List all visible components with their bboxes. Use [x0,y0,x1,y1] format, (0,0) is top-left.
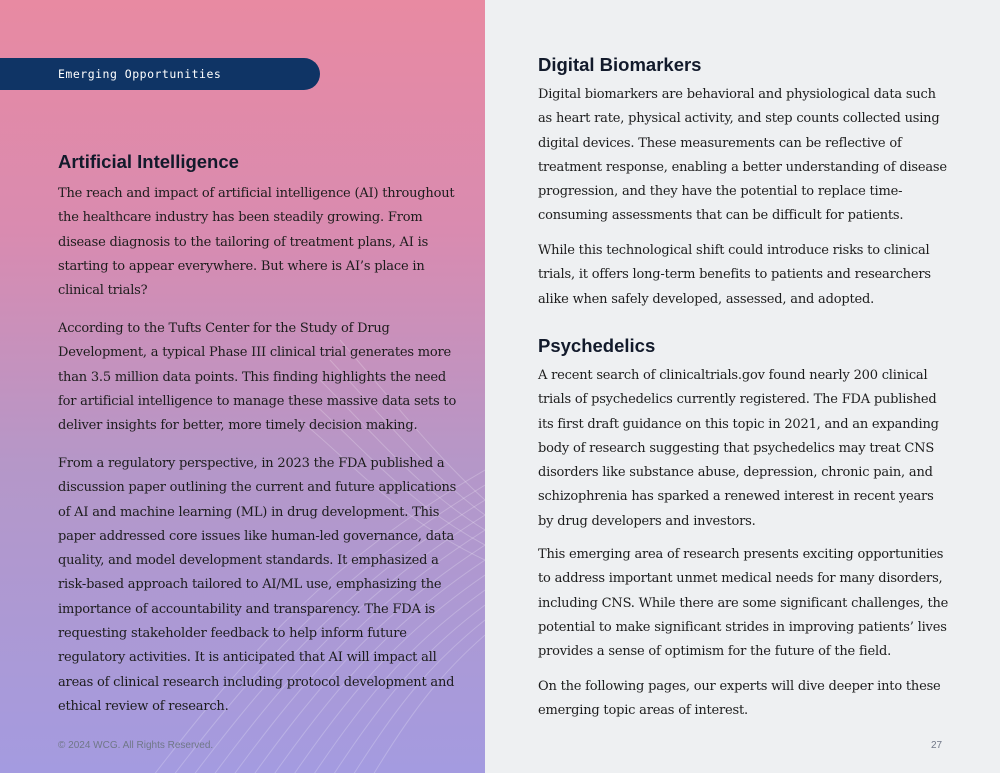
heading-psychedelics: Psychedelics [538,335,656,356]
copyright-notice: © 2024 WCG. All Rights Reserved. [58,740,214,751]
psychedelics-paragraph-2: This emerging area of research presents exciting opportunities to address important unmet medical needs for many disorders, including CNS. While there are some significant challenges, the potential to make significant strides in improving patients’ lives provides a sense of optimism for the future of the field. [538,547,949,660]
page-number: 27 [931,740,943,751]
psychedelics-paragraph-3: On the following pages, our experts will dive deeper into these emerging topic areas of interest. [538,679,941,719]
heading-artificial-intelligence: Artificial Intelligence [58,151,239,172]
psychedelics-paragraph-1: A recent search of clinicaltrials.gov found nearly 200 clinical trials of psychedelics currently registered. The FDA published its first draft guidance on this topic in 2021, and an expanding body of research suggesting that psychedelics may treat CNS disorders like substance abuse, depression, chronic pain, and schizophrenia has sparked a renewed interest in recent years by drug developers and investors. [538,368,939,529]
ai-paragraph-1: The reach and impact of artificial intelligence (AI) throughout the healthcare industry has been steadily growing. From disease diagnosis to the tailoring of treatment plans, AI is starting to appear everywhere. But where is AI’s place in clinical trials? [58,186,455,299]
left-panel [0,0,485,773]
biomarkers-paragraph-1: Digital biomarkers are behavioral and physiological data such as heart rate, physical activity, and step counts collected using digital devices. These measurements can be reflective of treatment response, enabling a better understanding of disease progression, and they have the potential to replace time-consuming assessments that can be difficult for patients. [538,87,947,224]
ai-paragraph-3: From a regulatory perspective, in 2023 the FDA published a discussion paper outlining the current and future applications of AI and machine learning (ML) in drug development. This paper addressed core issues like human-led governance, data quality, and model development standards. It emphasized a risk-based approach tailored to AI/ML use, emphasizing the importance of accountability and transparency. The FDA is requesting stakeholder feedback to help inform future regulatory activities. It is anticipated that AI will impact all areas of clinical research including protocol development and ethical review of research. [58,456,457,714]
heading-digital-biomarkers: Digital Biomarkers [538,54,702,75]
ai-paragraph-2: According to the Tufts Center for the Study of Drug Development, a typical Phase III clinical trial generates more than 3.5 million data points. This finding highlights the need for artificial intelligence to manage these massive data sets to deliver insights for better, more timely decision making. [58,321,457,434]
biomarkers-paragraph-2: While this technological shift could introduce risks to clinical trials, it offers long-term benefits to patients and researchers alike when safely developed, assessed, and adopted. [538,243,931,307]
section-tag: Emerging Opportunities [0,58,320,90]
right-panel [485,0,1000,773]
